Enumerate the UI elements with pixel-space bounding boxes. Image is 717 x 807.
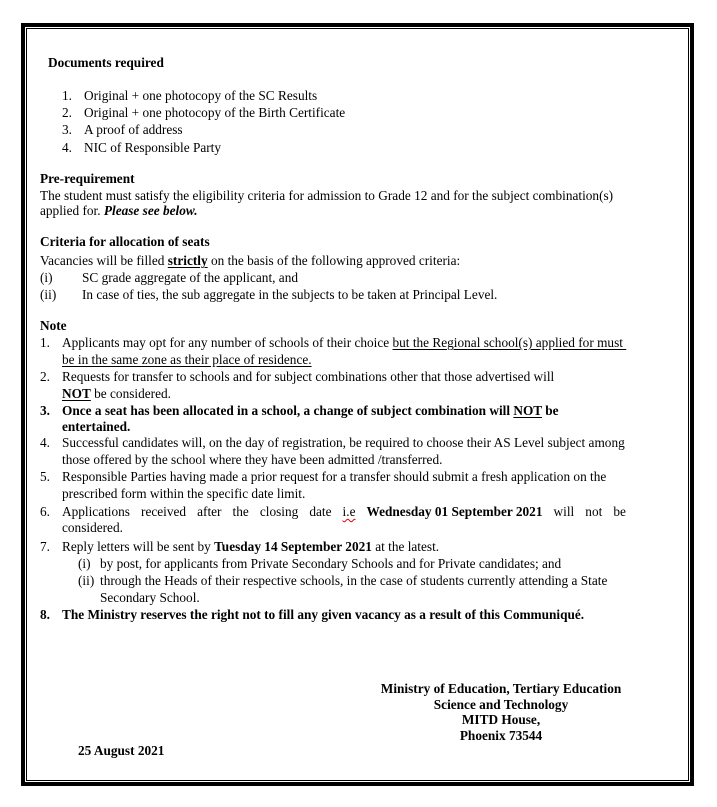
document-date: 25 August 2021 xyxy=(78,743,165,758)
note-item-3: 3. Once a seat has been allocated in a school, a change of subject combination will NOT be xyxy=(40,403,559,418)
note-item-8: 8. The Ministry reserves the right not to fill any given vacancy as a result of this Communiqué. xyxy=(40,607,585,622)
note-item-7: 7. Reply letters will be sent by Tuesday 14 September 2021 at the latest. xyxy=(40,539,440,554)
not-emphasis: NOT xyxy=(513,403,542,418)
note-item-3-line2: entertained. xyxy=(62,419,131,434)
not-emphasis: NOT xyxy=(62,386,91,401)
note-item-7-subitem-line2: Secondary School. xyxy=(100,590,200,605)
note-item-6-line2: considered. xyxy=(62,520,123,535)
closing-date: Wednesday 01 September 2021 xyxy=(366,504,543,519)
signature-block xyxy=(340,681,662,743)
criteria-item: (i) SC grade aggregate of the applicant, and xyxy=(40,270,298,285)
note-item-1-line2: be in the same zone as their place of residence. xyxy=(62,352,312,367)
criteria-intro: Vacancies will be filled strictly on the basis of the following approved criteria: xyxy=(40,253,461,268)
pre-requirement-text-line2: applied for. Please see below. xyxy=(40,203,198,218)
spellcheck-flagged-word[interactable]: i.e xyxy=(342,504,356,519)
note-item-7-subitem: (ii) through the Heads of their respective schools, in the case of students currently attending a State xyxy=(78,573,608,588)
note-item-1: 1. Applicants may opt for any number of schools of their choice but the Regional school(s) applied for must xyxy=(40,335,623,350)
signature-line: Phoenix 73544 xyxy=(459,727,543,743)
list-item: 3. A proof of address xyxy=(62,122,183,137)
criteria-heading: Criteria for allocation of seats xyxy=(40,234,210,249)
signature-line: MITD House, xyxy=(461,712,541,727)
reply-date: Tuesday 14 September 2021 xyxy=(214,539,372,554)
note-item-6-num: 6. xyxy=(40,504,50,519)
note-item-5-line2: prescribed form within the specific date limit. xyxy=(62,486,306,501)
signature-line: Science and Technology xyxy=(433,696,569,712)
documents-required-heading: Documents required xyxy=(48,55,164,70)
signature-line: Ministry of Education, Tertiary Education xyxy=(380,681,622,696)
list-item: 1. Original + one photocopy of the SC Results xyxy=(62,88,318,103)
strictly-emphasis: strictly xyxy=(167,253,208,268)
note-heading: Note xyxy=(40,318,67,333)
regional-school-condition: but the Regional school(s) applied for must xyxy=(392,335,623,350)
note-item-6: Applications received after the closing date i.e Wednesday 01 September 2021 will not be xyxy=(62,504,626,519)
note-item-4: 4. Successful candidates will, on the day of registration, be required to choose their AS Level subject among xyxy=(40,435,625,450)
note-item-2-line2: NOT be considered. xyxy=(62,386,171,401)
pre-requirement-heading: Pre-requirement xyxy=(40,171,135,186)
list-item: 4. NIC of Responsible Party xyxy=(62,140,222,155)
list-item: 2. Original + one photocopy of the Birth Certificate xyxy=(62,105,346,120)
pre-requirement-text-line1: The student must satisfy the eligibility criteria for admission to Grade 12 and for the subject combination(s) xyxy=(40,188,614,203)
please-see-below: Please see below. xyxy=(103,203,198,218)
note-item-4-line2: those offered by the school where they have been admitted /transferred. xyxy=(62,452,443,467)
note-item-2: 2. Requests for transfer to schools and for subject combinations other that those advertised will xyxy=(40,369,555,384)
note-item-7-subitem: (i) by post, for applicants from Private Secondary Schools and for Private candidates; and xyxy=(78,556,562,571)
criteria-item: (ii) In case of ties, the sub aggregate in the subjects to be taken at Principal Level. xyxy=(40,287,498,302)
note-item-5: 5. Responsible Parties having made a prior request for a transfer should submit a fresh application on the xyxy=(40,469,607,484)
